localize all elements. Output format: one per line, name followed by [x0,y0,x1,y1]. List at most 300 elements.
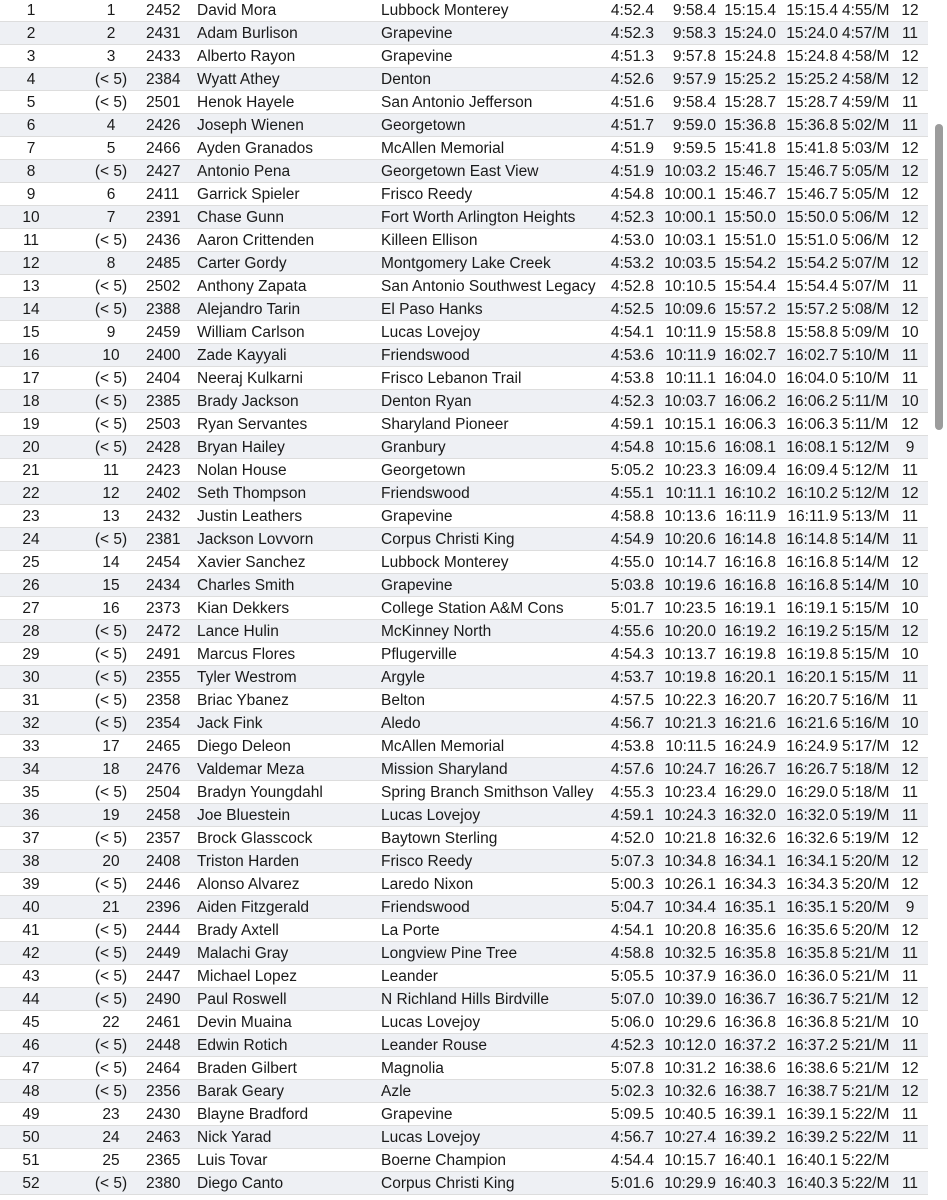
bib-number-cell: 2433 [146,48,181,65]
split-1-cell: 4:54.8 [610,186,654,203]
table-row[interactable] [0,137,928,160]
grade-cell: 11 [901,692,919,709]
table-row[interactable] [0,1172,928,1195]
finish-time-cell: 16:14.8 [786,531,838,548]
bib-number-cell: 2373 [146,600,181,617]
split-2-cell: 10:21.8 [664,830,716,847]
bib-number-cell: 2391 [146,209,181,226]
finish-time-cell: 16:16.8 [786,577,838,594]
table-row[interactable] [0,252,928,275]
grade-cell: 9 [905,439,915,456]
split-2-cell: 10:19.8 [664,669,716,686]
table-row[interactable] [0,68,928,91]
table-row[interactable] [0,781,928,804]
grade-cell: 12 [901,416,919,433]
grade-cell: 11 [901,531,919,548]
split-2-cell: 9:58.4 [672,2,716,19]
split-3-cell: 16:04.0 [724,370,776,387]
finish-time-cell: 15:41.8 [786,140,838,157]
bib-number-cell: 2355 [146,669,181,686]
table-row[interactable] [0,942,928,965]
place-cell: 26 [22,577,40,594]
vertical-scrollbar[interactable] [935,124,943,430]
split-3-cell: 16:20.7 [724,692,776,709]
pace-cell: 4:58/M [842,71,890,88]
school-cell: Grapevine [381,508,453,525]
grade-cell: 12 [901,1060,919,1077]
school-cell: Laredo Nixon [381,876,474,893]
pace-cell: 5:12/M [842,485,890,502]
grade-cell: 12 [901,876,919,893]
runner-name-cell: Neeraj Kulkarni [197,370,303,387]
split-2-cell: 10:34.8 [664,853,716,870]
table-row[interactable] [0,643,928,666]
pace-cell: 5:15/M [842,646,890,663]
split-3-cell: 15:54.4 [724,278,776,295]
table-row[interactable] [0,827,928,850]
split-3-cell: 15:58.8 [724,324,776,341]
split-3-cell: 15:46.7 [724,163,776,180]
place-cell: 27 [22,600,40,617]
bib-number-cell: 2396 [146,899,181,916]
runner-name-cell: Michael Lopez [197,968,297,985]
split-1-cell: 4:54.1 [610,922,654,939]
table-row[interactable] [0,597,928,620]
school-cell: Sharyland Pioneer [381,416,509,433]
grade-cell: 12 [901,163,919,180]
school-cell: San Antonio Southwest Legacy [381,278,596,295]
grade-cell: 12 [901,301,919,318]
table-row[interactable] [0,45,928,68]
table-row[interactable] [0,1057,928,1080]
runner-name-cell: Alonso Alvarez [197,876,300,893]
split-3-cell: 15:25.2 [724,71,776,88]
place-cell: 51 [22,1152,40,1169]
finish-time-cell: 16:32.0 [786,807,838,824]
team-place-cell: 23 [102,1106,120,1123]
school-cell: McKinney North [381,623,492,640]
finish-time-cell: 16:40.1 [786,1152,838,1169]
finish-time-cell: 16:20.1 [786,669,838,686]
table-row[interactable] [0,413,928,436]
place-cell: 3 [26,48,36,65]
table-row[interactable] [0,735,928,758]
split-2-cell: 10:24.7 [664,761,716,778]
split-1-cell: 4:52.4 [610,2,654,19]
bib-number-cell: 2472 [146,623,181,640]
team-place-cell: (< 5) [94,991,128,1008]
split-2-cell: 10:03.7 [664,393,716,410]
table-row[interactable] [0,574,928,597]
finish-time-cell: 16:19.1 [786,600,838,617]
table-row[interactable] [0,528,928,551]
team-place-cell: (< 5) [94,232,128,249]
team-place-cell: 13 [102,508,120,525]
bib-number-cell: 2365 [146,1152,181,1169]
bib-number-cell: 2464 [146,1060,181,1077]
bib-number-cell: 2388 [146,301,181,318]
bib-number-cell: 2444 [146,922,181,939]
split-1-cell: 4:54.4 [610,1152,654,1169]
split-1-cell: 4:54.9 [610,531,654,548]
split-1-cell: 4:52.3 [610,1037,654,1054]
table-row[interactable] [0,965,928,988]
school-cell: Denton Ryan [381,393,472,410]
team-place-cell: 21 [102,899,120,916]
bib-number-cell: 2384 [146,71,181,88]
split-2-cell: 10:21.3 [664,715,716,732]
bib-number-cell: 2503 [146,416,181,433]
runner-name-cell: Briac Ybanez [197,692,289,709]
bib-number-cell: 2458 [146,807,181,824]
split-1-cell: 4:52.0 [610,830,654,847]
finish-time-cell: 16:16.8 [786,554,838,571]
table-row[interactable] [0,229,928,252]
split-2-cell: 10:23.3 [664,462,716,479]
split-2-cell: 10:15.1 [664,416,716,433]
pace-cell: 5:10/M [842,347,890,364]
split-1-cell: 4:53.8 [610,738,654,755]
table-row[interactable] [0,804,928,827]
bib-number-cell: 2504 [146,784,181,801]
table-row[interactable] [0,850,928,873]
split-2-cell: 10:03.2 [664,163,716,180]
finish-time-cell: 16:35.1 [786,899,838,916]
grade-cell: 12 [901,48,919,65]
team-place-cell: (< 5) [94,1083,128,1100]
grade-cell: 11 [901,508,919,525]
table-row[interactable] [0,620,928,643]
split-1-cell: 4:56.7 [610,1129,654,1146]
pace-cell: 5:11/M [842,393,889,410]
school-cell: Belton [381,692,425,709]
split-1-cell: 4:52.3 [610,209,654,226]
split-3-cell: 16:19.1 [724,600,776,617]
bib-number-cell: 2431 [146,25,181,42]
finish-time-cell: 15:58.8 [786,324,838,341]
split-1-cell: 5:05.5 [610,968,654,985]
bib-number-cell: 2459 [146,324,181,341]
finish-time-cell: 15:15.4 [786,2,838,19]
table-row[interactable] [0,505,928,528]
pace-cell: 5:14/M [842,531,890,548]
pace-cell: 5:18/M [842,784,890,801]
runner-name-cell: Bradyn Youngdahl [197,784,323,801]
split-1-cell: 4:51.9 [610,163,654,180]
pace-cell: 5:20/M [842,853,890,870]
team-place-cell: 7 [106,209,116,226]
split-3-cell: 15:28.7 [724,94,776,111]
runner-name-cell: Diego Deleon [197,738,291,755]
runner-name-cell: Devin Muaina [197,1014,292,1031]
school-cell: Killeen Ellison [381,232,478,249]
table-row[interactable] [0,758,928,781]
runner-name-cell: Edwin Rotich [197,1037,288,1054]
table-row[interactable] [0,1149,928,1172]
split-1-cell: 4:51.3 [610,48,654,65]
split-3-cell: 15:46.7 [724,186,776,203]
split-3-cell: 16:39.2 [724,1129,776,1146]
bib-number-cell: 2466 [146,140,181,157]
split-3-cell: 16:10.2 [724,485,776,502]
school-cell: Leander [381,968,438,985]
place-cell: 41 [22,922,40,939]
split-3-cell: 16:02.7 [724,347,776,364]
table-row[interactable] [0,436,928,459]
split-3-cell: 16:32.0 [724,807,776,824]
place-cell: 46 [22,1037,40,1054]
split-2-cell: 9:57.9 [672,71,716,88]
split-1-cell: 4:53.6 [610,347,654,364]
table-row[interactable] [0,114,928,137]
school-cell: Georgetown [381,462,466,479]
table-row[interactable] [0,22,928,45]
bib-number-cell: 2354 [146,715,181,732]
team-place-cell: 20 [102,853,120,870]
split-2-cell: 10:27.4 [664,1129,716,1146]
table-row[interactable] [0,459,928,482]
team-place-cell: (< 5) [94,692,128,709]
table-row[interactable] [0,988,928,1011]
school-cell: Magnolia [381,1060,444,1077]
finish-time-cell: 16:09.4 [786,462,838,479]
split-2-cell: 10:20.0 [664,623,716,640]
finish-time-cell: 16:26.7 [786,761,838,778]
place-cell: 40 [22,899,40,916]
table-row[interactable] [0,919,928,942]
pace-cell: 5:22/M [842,1152,890,1169]
bib-number-cell: 2380 [146,1175,181,1192]
table-row[interactable] [0,160,928,183]
split-3-cell: 16:36.7 [724,991,776,1008]
finish-time-cell: 16:36.7 [786,991,838,1008]
table-row[interactable] [0,1103,928,1126]
finish-time-cell: 15:51.0 [786,232,838,249]
team-place-cell: 15 [102,577,120,594]
grade-cell: 9 [905,899,915,916]
grade-cell: 12 [901,140,919,157]
split-1-cell: 5:06.0 [610,1014,654,1031]
pace-cell: 5:22/M [842,1175,890,1192]
school-cell: N Richland Hills Birdville [381,991,549,1008]
bib-number-cell: 2408 [146,853,181,870]
finish-time-cell: 16:40.3 [786,1175,838,1192]
table-row[interactable] [0,873,928,896]
bib-number-cell: 2502 [146,278,181,295]
pace-cell: 5:12/M [842,462,890,479]
runner-name-cell: Chase Gunn [197,209,285,226]
finish-time-cell: 16:08.1 [786,439,838,456]
place-cell: 23 [22,508,40,525]
split-2-cell: 10:31.2 [664,1060,716,1077]
pace-cell: 5:21/M [842,1060,890,1077]
table-row[interactable] [0,206,928,229]
split-3-cell: 16:34.3 [724,876,776,893]
split-2-cell: 10:29.9 [664,1175,716,1192]
runner-name-cell: Marcus Flores [197,646,296,663]
team-place-cell: (< 5) [94,439,128,456]
table-row[interactable] [0,91,928,114]
place-cell: 28 [22,623,40,640]
place-cell: 49 [22,1106,40,1123]
grade-cell: 11 [901,1129,919,1146]
grade-cell: 12 [901,853,919,870]
split-1-cell: 5:07.8 [610,1060,654,1077]
grade-cell: 11 [901,1106,919,1123]
place-cell: 37 [22,830,40,847]
team-place-cell: (< 5) [94,715,128,732]
team-place-cell: 14 [102,554,120,571]
team-place-cell: (< 5) [94,531,128,548]
split-2-cell: 9:58.4 [672,94,716,111]
split-1-cell: 4:52.3 [610,25,654,42]
school-cell: Friendswood [381,485,470,502]
split-3-cell: 15:57.2 [724,301,776,318]
split-2-cell: 10:15.7 [664,1152,716,1169]
split-2-cell: 10:15.6 [664,439,716,456]
bib-number-cell: 2426 [146,117,181,134]
runner-name-cell: Jack Fink [197,715,263,732]
place-cell: 45 [22,1014,40,1031]
pace-cell: 5:08/M [842,301,890,318]
grade-cell: 12 [901,2,919,19]
school-cell: Lucas Lovejoy [381,1129,481,1146]
split-1-cell: 4:57.5 [610,692,654,709]
school-cell: Corpus Christi King [381,1175,515,1192]
split-1-cell: 5:07.3 [610,853,654,870]
pace-cell: 5:06/M [842,232,890,249]
place-cell: 35 [22,784,40,801]
table-row[interactable] [0,0,928,22]
table-row[interactable] [0,551,928,574]
split-1-cell: 4:55.0 [610,554,654,571]
split-3-cell: 16:29.0 [724,784,776,801]
grade-cell: 12 [901,71,919,88]
table-row[interactable] [0,183,928,206]
split-2-cell: 10:23.5 [664,600,716,617]
pace-cell: 5:11/M [842,416,889,433]
split-3-cell: 15:50.0 [724,209,776,226]
split-1-cell: 4:52.6 [610,71,654,88]
finish-time-cell: 15:28.7 [786,94,838,111]
grade-cell: 12 [901,209,919,226]
split-2-cell: 10:14.7 [664,554,716,571]
table-row[interactable] [0,482,928,505]
place-cell: 38 [22,853,40,870]
bib-number-cell: 2404 [146,370,181,387]
runner-name-cell: Nick Yarad [197,1129,272,1146]
split-1-cell: 5:03.8 [610,577,654,594]
grade-cell: 11 [901,117,919,134]
table-row[interactable] [0,1126,928,1149]
bib-number-cell: 2432 [146,508,181,525]
split-2-cell: 10:10.5 [664,278,716,295]
split-1-cell: 5:09.5 [610,1106,654,1123]
place-cell: 12 [22,255,40,272]
table-row[interactable] [0,896,928,919]
split-1-cell: 4:59.1 [610,807,654,824]
team-place-cell: 8 [106,255,116,272]
table-row[interactable] [0,712,928,735]
table-row[interactable] [0,344,928,367]
pace-cell: 5:19/M [842,830,890,847]
split-1-cell: 4:51.6 [610,94,654,111]
team-place-cell: 1 [106,2,116,19]
place-cell: 20 [22,439,40,456]
school-cell: San Antonio Jefferson [381,94,533,111]
bib-number-cell: 2446 [146,876,181,893]
finish-time-cell: 15:54.4 [786,278,838,295]
team-place-cell: 5 [106,140,116,157]
split-2-cell: 10:09.6 [664,301,716,318]
place-cell: 18 [22,393,40,410]
split-3-cell: 16:40.1 [724,1152,776,1169]
split-1-cell: 5:00.3 [610,876,654,893]
pace-cell: 5:09/M [842,324,890,341]
bib-number-cell: 2402 [146,485,181,502]
split-1-cell: 4:51.7 [610,117,654,134]
split-2-cell: 10:11.9 [665,324,716,341]
team-place-cell: 16 [102,600,120,617]
school-cell: Aledo [381,715,421,732]
split-3-cell: 16:19.8 [724,646,776,663]
pace-cell: 5:19/M [842,807,890,824]
split-1-cell: 4:54.3 [610,646,654,663]
table-row[interactable] [0,367,928,390]
table-row[interactable] [0,1034,928,1057]
table-row[interactable] [0,298,928,321]
bib-number-cell: 2358 [146,692,181,709]
split-2-cell: 9:59.0 [672,117,716,134]
team-place-cell: 24 [102,1129,120,1146]
runner-name-cell: Diego Canto [197,1175,284,1192]
runner-name-cell: Luis Tovar [197,1152,268,1169]
split-3-cell: 16:39.1 [724,1106,776,1123]
place-cell: 36 [22,807,40,824]
team-place-cell: (< 5) [94,1037,128,1054]
split-3-cell: 15:15.4 [724,2,776,19]
split-1-cell: 4:55.1 [610,485,654,502]
grade-cell: 12 [901,922,919,939]
split-2-cell: 10:37.9 [664,968,716,985]
split-2-cell: 10:19.6 [664,577,716,594]
table-row[interactable] [0,1080,928,1103]
place-cell: 22 [22,485,40,502]
runner-name-cell: Joe Bluestein [197,807,291,824]
school-cell: Friendswood [381,899,470,916]
table-row[interactable] [0,390,928,413]
table-row[interactable] [0,321,928,344]
grade-cell: 11 [901,968,919,985]
runner-name-cell: Henok Hayele [197,94,295,111]
runner-name-cell: Alejandro Tarin [197,301,301,318]
split-1-cell: 4:57.6 [610,761,654,778]
table-row[interactable] [0,275,928,298]
school-cell: Grapevine [381,25,453,42]
table-row[interactable] [0,666,928,689]
table-row[interactable] [0,689,928,712]
finish-time-cell: 16:10.2 [786,485,838,502]
team-place-cell: (< 5) [94,968,128,985]
grade-cell: 12 [901,232,919,249]
pace-cell: 5:13/M [842,508,890,525]
grade-cell: 12 [901,991,919,1008]
table-row[interactable] [0,1011,928,1034]
split-3-cell: 16:40.3 [724,1175,776,1192]
bib-number-cell: 2430 [146,1106,181,1123]
finish-time-cell: 16:11.9 [787,508,838,525]
pace-cell: 5:21/M [842,991,890,1008]
